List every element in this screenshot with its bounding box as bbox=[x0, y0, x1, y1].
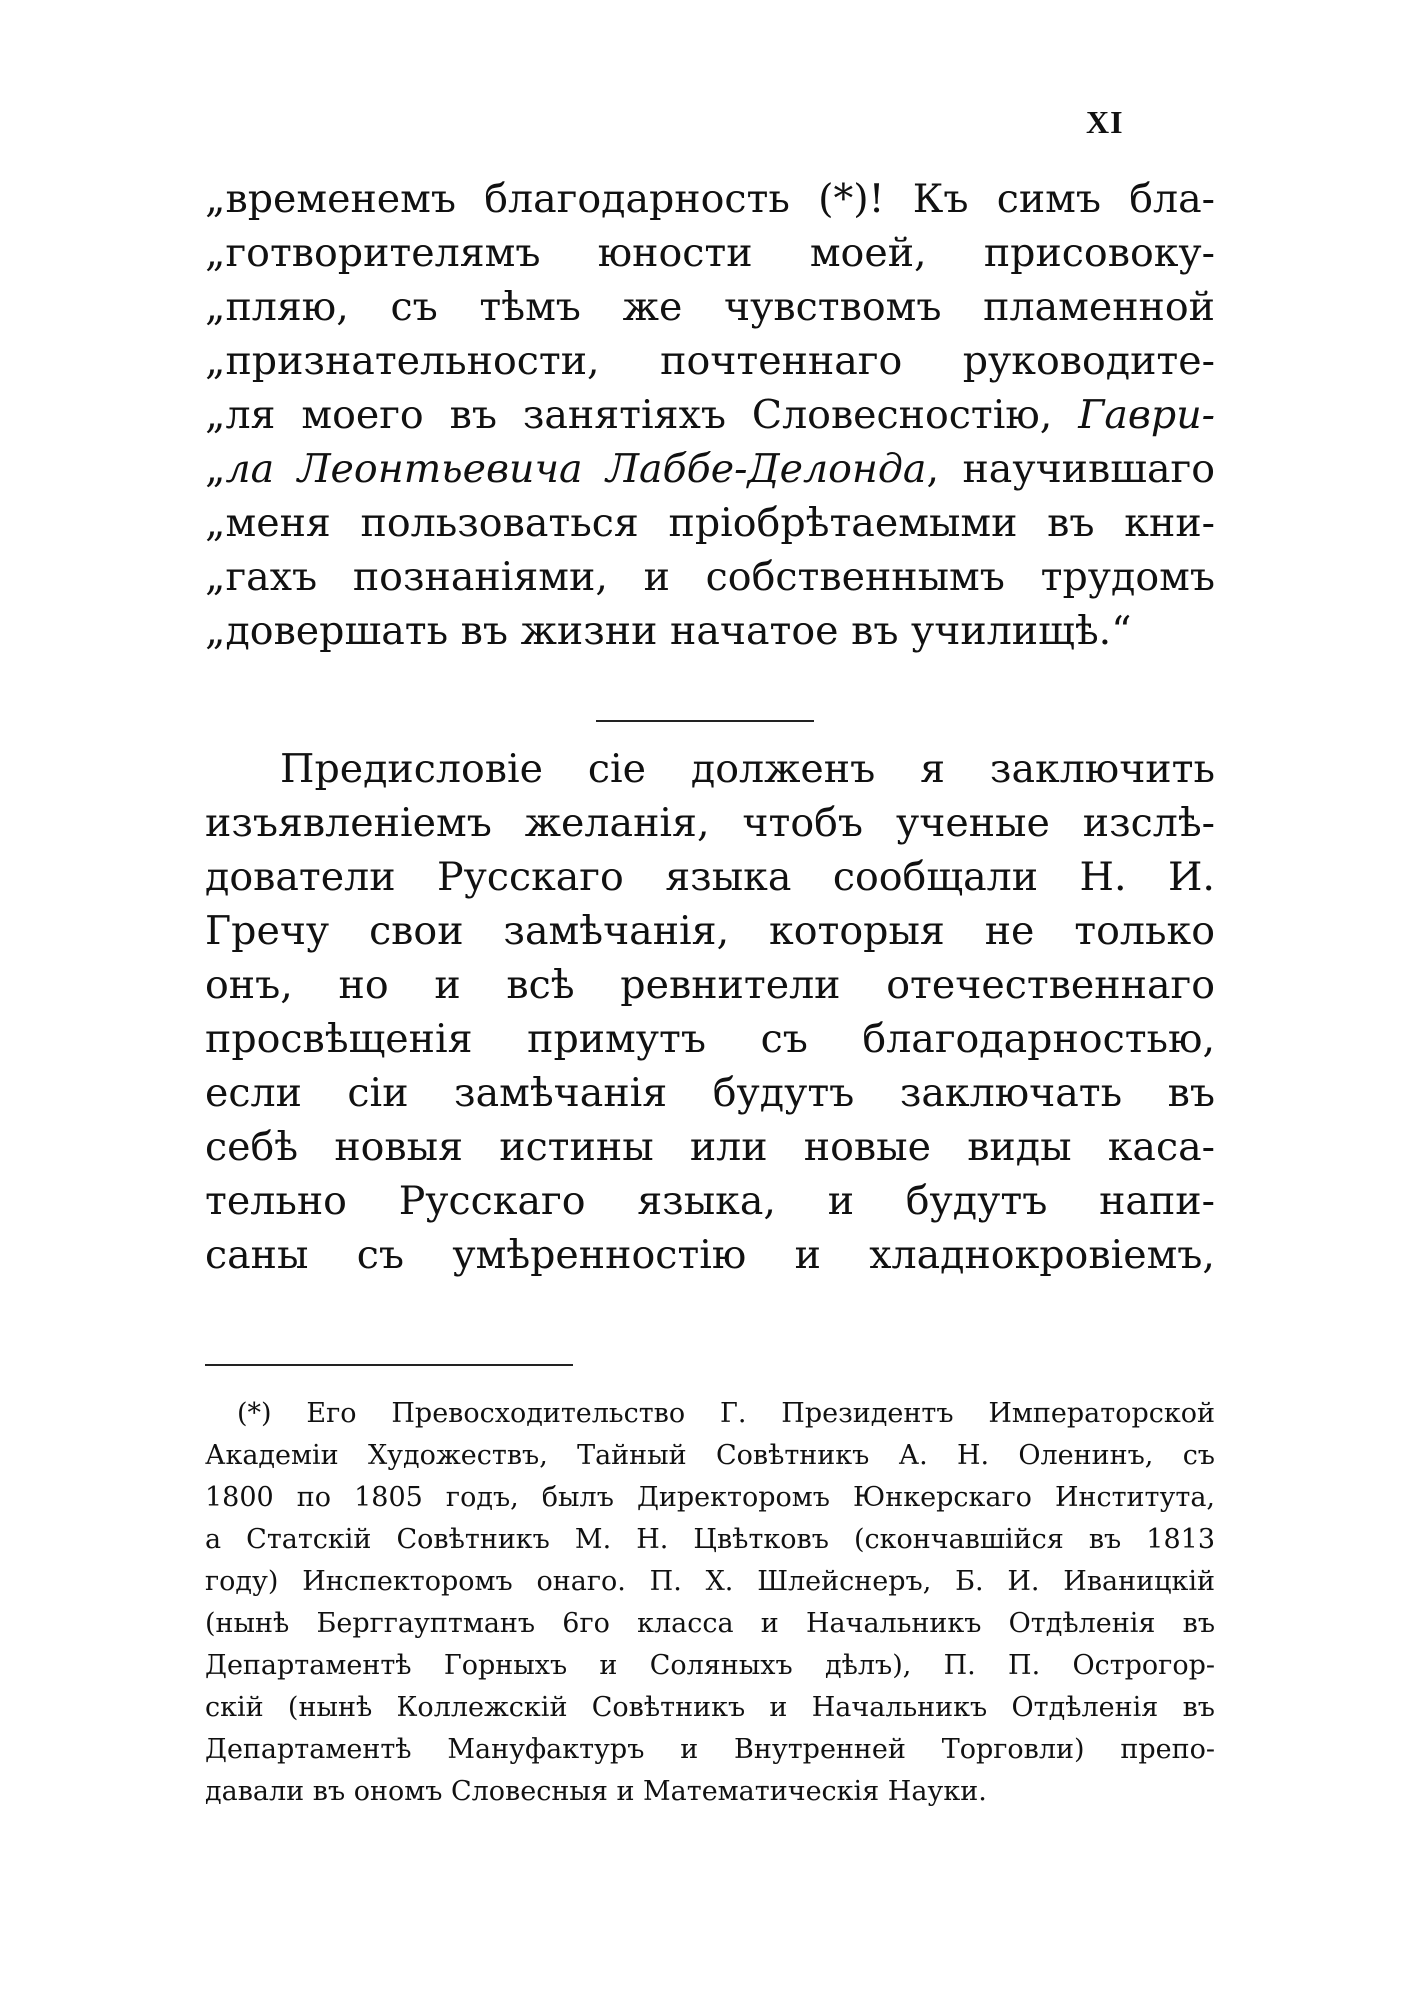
quote-line-3: „пляю, съ тѣмъ же чувствомъ пламенной bbox=[205, 284, 1215, 330]
footnote-divider bbox=[205, 1364, 573, 1366]
preface-line-6: просвѣщенія примутъ съ благодарностью, bbox=[205, 1016, 1215, 1062]
italic-name-part-1: Гаври- bbox=[1078, 392, 1215, 438]
preface-line-9: тельно Русскаго языка, и будутъ напи- bbox=[205, 1178, 1215, 1224]
preface-line-4: Гречу свои замѣчанія, которыя не только bbox=[205, 908, 1215, 954]
preface-line-5: онъ, но и всѣ ревнители отечественнаго bbox=[205, 962, 1215, 1008]
footnote-line-2: Академіи Художествъ, Тайный Совѣтникъ А. Н. Оленинъ, съ bbox=[205, 1440, 1215, 1471]
preface-line-7: если сіи замѣчанія будутъ заключать въ bbox=[205, 1070, 1215, 1116]
footnote-line-3: 1800 по 1805 годъ, былъ Директоромъ Юнкерскаго Института, bbox=[205, 1482, 1215, 1513]
footnote bbox=[205, 1393, 1215, 1813]
quote-line-6-open: „ bbox=[205, 446, 226, 492]
preface-line-3: дователи Русскаго языка сообщали Н. И. bbox=[205, 854, 1215, 900]
footnote-line-8: скій (нынѣ Коллежскій Совѣтникъ и Начальникъ Отдѣленія въ bbox=[205, 1692, 1215, 1723]
preface-line-2: изъявленіемъ желанія, чтобъ ученые изслѣ- bbox=[205, 800, 1215, 846]
footnote-line-4: а Статскій Совѣтникъ М. Н. Цвѣтковъ (скончавшійся въ 1813 bbox=[205, 1524, 1215, 1555]
section-divider bbox=[596, 720, 814, 722]
quote-line-7: „меня пользоваться пріобрѣтаемыми въ кни- bbox=[205, 500, 1215, 546]
preface-line-8: себѣ новыя истины или новые виды каса- bbox=[205, 1124, 1215, 1170]
quote-block bbox=[205, 172, 1215, 658]
page-number: XI bbox=[1086, 104, 1124, 140]
preface-paragraph bbox=[205, 742, 1215, 1282]
quote-line-1: „временемъ благодарность (*)! Къ симъ бла- bbox=[205, 176, 1215, 222]
quote-line-6 bbox=[205, 442, 1215, 496]
quote-line-6-tail: , научившаго bbox=[926, 446, 1215, 492]
footnote-line-9: Департаментѣ Мануфактуръ и Внутренней Торговли) препо- bbox=[205, 1734, 1215, 1765]
footnote-line-6: (нынѣ Берггауптманъ 6го класса и Начальникъ Отдѣленія въ bbox=[205, 1608, 1215, 1639]
quote-line-8: „гахъ познаніями, и собственнымъ трудомъ bbox=[205, 554, 1215, 600]
quote-line-9: „довершать въ жизни начатое въ училищѣ.“ bbox=[205, 608, 1132, 654]
quote-line-2: „готворителямъ юности моей, присовоку- bbox=[205, 230, 1215, 276]
footnote-line-10: давали въ ономъ Словесныя и Математическія Науки. bbox=[205, 1776, 987, 1807]
quote-line-5-text: „ля моего въ занятіяхъ Словесностію, bbox=[205, 392, 1079, 438]
preface-line-10: саны съ умѣренностію и хладнокровіемъ, bbox=[205, 1232, 1215, 1278]
footnote-line-7: Департаментѣ Горныхъ и Соляныхъ дѣлъ), П. П. Острогор- bbox=[205, 1650, 1215, 1681]
preface-line-1: Предисловіе сіе долженъ я заключить bbox=[280, 746, 1215, 792]
italic-name-part-2: ла Леонтьевича Лаббе-Делонда bbox=[225, 446, 927, 492]
footnote-line-5: году) Инспекторомъ онаго. П. Х. Шлейснеръ, Б. И. Иваницкій bbox=[205, 1566, 1215, 1597]
footnote-line-1: (*) Его Превосходительство Г. Президентъ Императорской bbox=[237, 1398, 1215, 1429]
quote-line-4: „признательности, почтеннаго руководите- bbox=[205, 338, 1215, 384]
quote-line-5 bbox=[205, 388, 1215, 442]
